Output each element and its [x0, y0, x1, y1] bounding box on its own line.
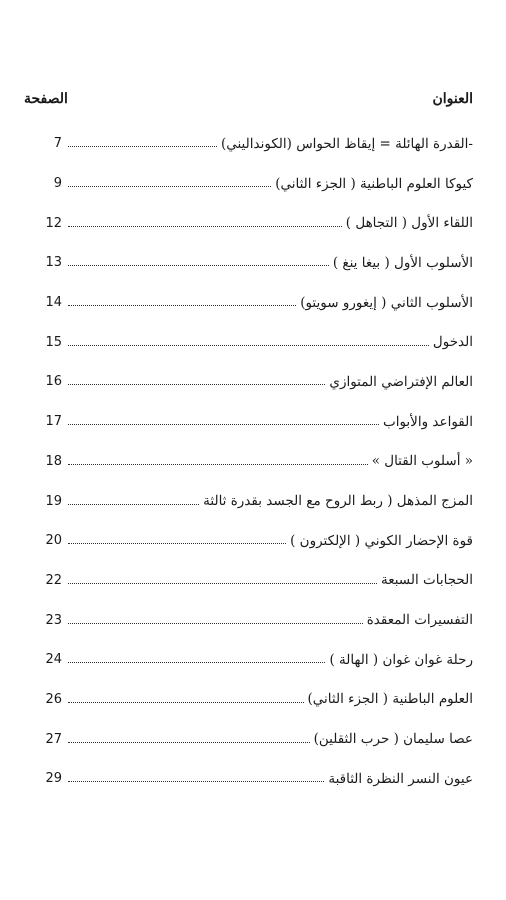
entry-page-number: 23	[45, 612, 62, 628]
dot-leader	[68, 702, 304, 703]
entry-title: الأسلوب الثاني ( إيغورو سويتو)	[300, 294, 473, 311]
dot-leader	[68, 345, 429, 346]
entry-title: « أسلوب القتال »	[371, 453, 473, 470]
toc-entry	[40, 561, 473, 601]
entry-page-number: 18	[45, 453, 62, 469]
toc-entry	[40, 521, 473, 561]
toc-entry	[40, 442, 473, 482]
entry-page-number: 20	[45, 533, 62, 549]
entry-title: قوة الإحضار الكوني ( الإلكترون )	[290, 532, 473, 549]
dot-leader	[68, 583, 377, 584]
toc-entry	[40, 402, 473, 442]
entry-page-number: 15	[45, 334, 62, 350]
entry-page-number: 7	[53, 136, 62, 152]
toc-entry	[40, 283, 473, 323]
dot-leader	[68, 384, 325, 385]
toc-entry	[40, 124, 473, 164]
entry-page-number: 17	[45, 414, 62, 430]
entry-page-number: 9	[53, 176, 62, 192]
dot-leader	[68, 543, 286, 544]
dot-leader	[68, 226, 342, 227]
page-column-header: الصفحة	[24, 91, 68, 107]
entry-title: العلوم الباطنية ( الجزء الثاني)	[307, 691, 473, 708]
dot-leader	[68, 742, 310, 743]
entry-title: اللقاء الأول ( التجاهل )	[345, 215, 473, 232]
toc-entry	[40, 164, 473, 204]
toc-entry	[40, 243, 473, 283]
toc-entry	[40, 680, 473, 720]
entry-page-number: 24	[45, 652, 62, 668]
toc-list	[40, 124, 473, 799]
dot-leader	[68, 504, 199, 505]
dot-leader	[68, 464, 368, 465]
dot-leader	[68, 781, 324, 782]
toc-entry	[40, 719, 473, 759]
entry-page-number: 19	[45, 493, 62, 509]
dot-leader	[68, 424, 379, 425]
entry-page-number: 12	[45, 215, 62, 231]
title-column-header: العنوان	[432, 91, 473, 107]
entry-page-number: 14	[45, 295, 62, 311]
entry-title: عصا سليمان ( حرب الثقلين)	[313, 731, 473, 748]
dot-leader	[68, 186, 271, 187]
toc-entry	[40, 481, 473, 521]
entry-title: الحجابات السبعة	[380, 572, 473, 589]
toc-entry	[40, 322, 473, 362]
entry-page-number: 16	[45, 374, 62, 390]
entry-title: كيوكا العلوم الباطنية ( الجزء الثاني)	[275, 175, 473, 192]
entry-page-number: 27	[45, 731, 62, 747]
dot-leader	[68, 265, 329, 266]
toc-entry	[40, 640, 473, 680]
entry-page-number: 26	[45, 691, 62, 707]
dot-leader	[68, 305, 296, 306]
entry-title: عيون النسر النظرة الثاقبة	[328, 770, 473, 787]
toc-entry	[40, 203, 473, 243]
toc-header	[24, 88, 473, 110]
entry-title: رحلة غوان غوان ( الهالة )	[329, 651, 473, 668]
toc-entry	[40, 759, 473, 799]
entry-page-number: 22	[45, 572, 62, 588]
entry-title: المزج المذهل ( ربط الروح مع الجسد بقدرة ثالثة	[203, 493, 473, 510]
toc-entry	[40, 362, 473, 402]
entry-title: -القدرة الهائلة = إيقاظ الحواس (الكونداليني)	[220, 135, 473, 152]
dot-leader	[68, 662, 325, 663]
entry-page-number: 29	[45, 771, 62, 787]
entry-title: القواعد والأبواب	[382, 413, 473, 430]
entry-title: التفسيرات المعقدة	[366, 612, 473, 629]
entry-title: الأسلوب الأول ( بيغا ينغ )	[332, 254, 473, 271]
entry-title: الدخول	[432, 334, 473, 351]
dot-leader	[68, 146, 217, 147]
dot-leader	[68, 623, 363, 624]
toc-entry	[40, 600, 473, 640]
entry-title: العالم الإفتراضي المتوازي	[329, 373, 473, 390]
entry-page-number: 13	[45, 255, 62, 271]
